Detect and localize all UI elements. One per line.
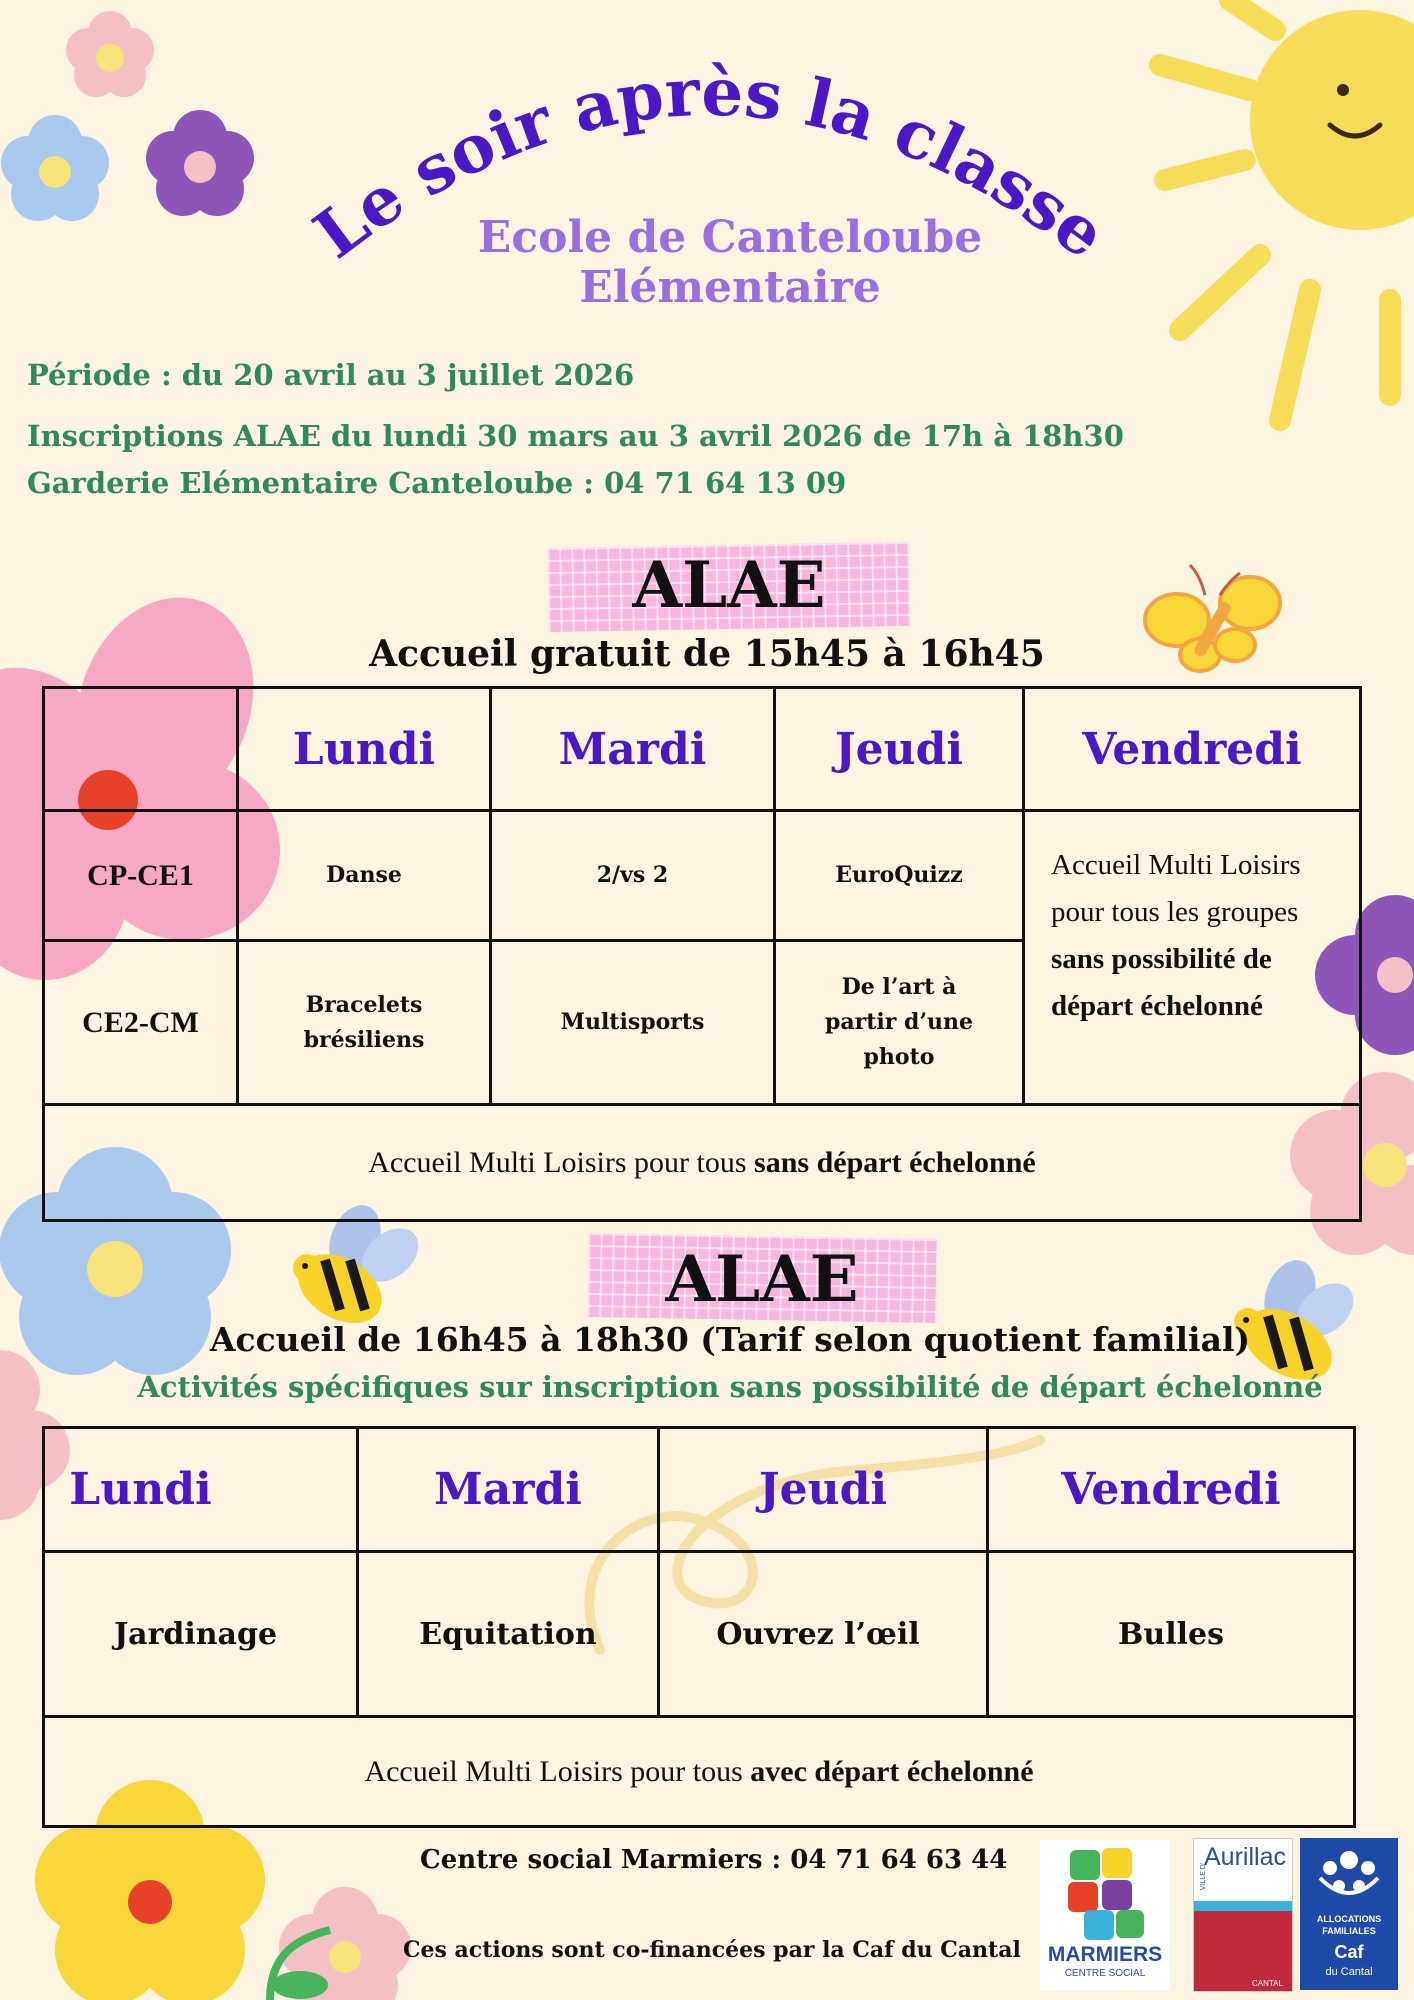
marmiers-name: MARMIERS <box>1047 1943 1163 1966</box>
marmiers-sub: CENTRE SOCIAL <box>1064 1968 1146 1979</box>
family-icon <box>1300 1838 1398 1908</box>
caf-line1: ALLOCATIONS <box>1316 1914 1382 1924</box>
aurillac-name: Aurillac <box>1204 1843 1286 1871</box>
activity-cell: 2/vs 2 <box>596 862 669 888</box>
activity-cell: Danse <box>326 862 402 888</box>
table1-footer-note: Accueil Multi Loisirs pour tous sans départ échelonné <box>368 1145 1036 1179</box>
day-header-jeudi: Jeudi <box>834 723 964 775</box>
sun-icon <box>1160 0 1414 420</box>
activity-cell: De l’art à partir d’une photo <box>824 974 974 1070</box>
school-name: Ecole de Canteloube <box>477 212 983 263</box>
day-header-mardi: Mardi <box>558 723 707 775</box>
caf-line2: FAMILIALES <box>1322 1926 1376 1936</box>
puzzle-icon <box>1040 1840 1170 1950</box>
blue-flower-icon <box>1 115 109 221</box>
table2-footer-note: Accueil Multi Loisirs pour tous avec départ échelonné <box>364 1754 1034 1788</box>
caf-logo <box>1300 1838 1398 1990</box>
group-label: CE2-CM <box>82 1005 199 1039</box>
daycare-phone: Garderie Elémentaire Canteloube : 04 71 64 13 09 <box>27 466 847 500</box>
day-header-lundi: Lundi <box>69 1464 212 1515</box>
pink-flower-icon <box>66 11 154 97</box>
svg-text:Le soir après la classe: Le soir après la classe <box>299 52 1121 274</box>
activity-cell: Bracelets brésiliens <box>303 991 425 1053</box>
friday-activity-note: Accueil Multi Loisirs pour tous les groupes sans possibilité de départ échelonné <box>1051 849 1301 1022</box>
day-header-lundi: Lundi <box>292 723 436 775</box>
activity-cell: Ouvrez l’œil <box>716 1616 920 1652</box>
period-text: Période : du 20 avril au 3 juillet 2026 <box>27 358 635 392</box>
centre-social-contact: Centre social Marmiers : 04 71 64 63 44 <box>420 1845 1008 1875</box>
caf-name: Caf <box>1334 1942 1364 1962</box>
section1-label: ALAE <box>632 548 826 623</box>
activity-cell: Jardinage <box>113 1616 278 1652</box>
day-header-mardi: Mardi <box>434 1464 582 1515</box>
day-header-vendredi: Vendredi <box>1061 1464 1281 1515</box>
aurillac-cantal: CANTAL <box>1252 1979 1283 1988</box>
caf-sub: du Cantal <box>1325 1966 1373 1978</box>
day-header-vendredi: Vendredi <box>1082 723 1302 775</box>
day-header-jeudi: Jeudi <box>758 1464 888 1515</box>
aurillac-logo <box>1193 1838 1293 1992</box>
activity-cell: EuroQuizz <box>835 862 963 888</box>
activity-cell: Equitation <box>419 1616 597 1652</box>
section1-subtitle: Accueil gratuit de 15h45 à 16h45 <box>369 633 1045 675</box>
section2-label: ALAE <box>665 1242 859 1317</box>
activity-cell: Multisports <box>560 1009 705 1035</box>
group-label: CP-CE1 <box>87 858 194 892</box>
funding-note: Ces actions sont co-financées par la Caf du Cantal <box>403 1937 1021 1963</box>
registration-text: Inscriptions ALAE du lundi 30 mars au 3 avril 2026 de 17h à 18h30 <box>27 419 1124 453</box>
aurillac-ville: VILLE D' <box>1200 1862 1208 1891</box>
section2-subtitle: Accueil de 16h45 à 18h30 (Tarif selon quotient familial) <box>209 1320 1251 1359</box>
section2-note: Activités spécifiques sur inscription sans possibilité de départ échelonné <box>137 1370 1323 1404</box>
activity-cell: Bulles <box>1118 1616 1224 1652</box>
school-level: Elémentaire <box>579 262 881 313</box>
marmiers-logo <box>1040 1840 1170 1990</box>
